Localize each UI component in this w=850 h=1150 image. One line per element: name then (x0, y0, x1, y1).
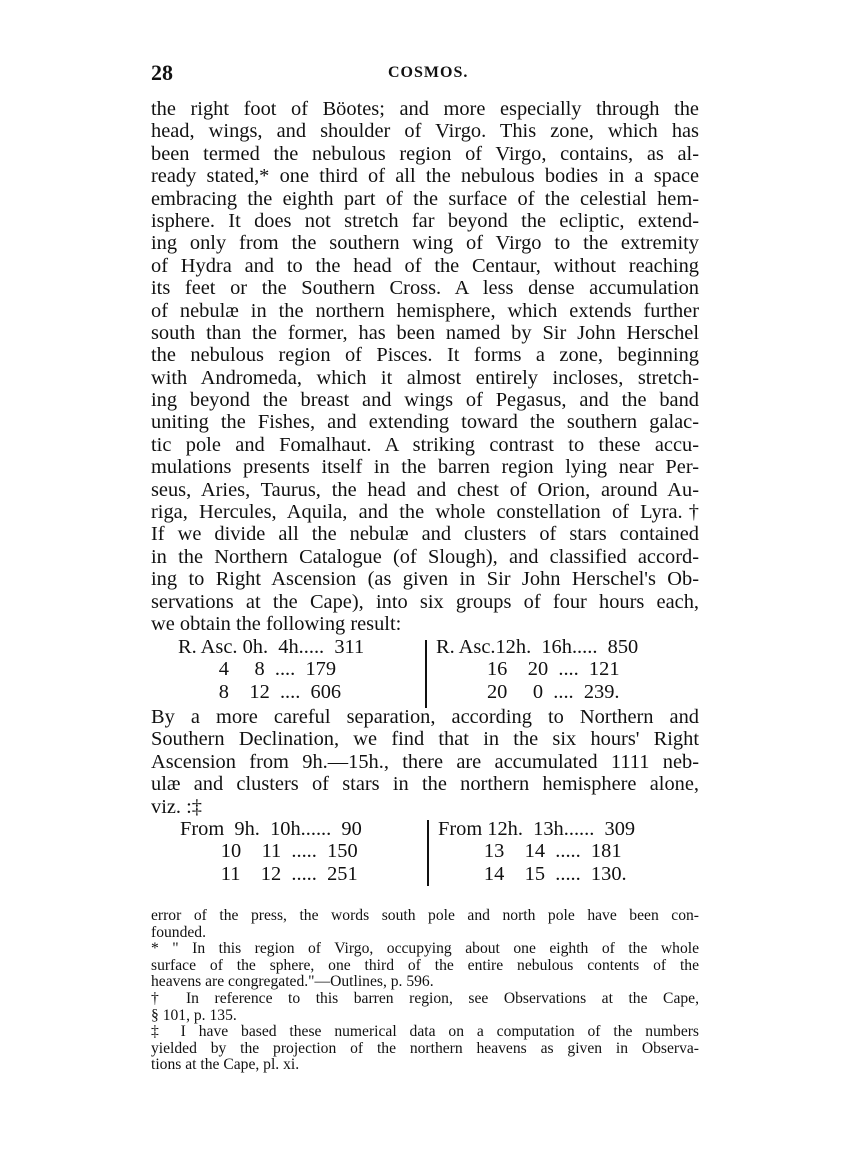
footnote-line: tions at the Cape, pl. xi. (151, 1056, 300, 1074)
text-line: we obtain the following result: (151, 612, 402, 635)
body-paragraph-2 (151, 706, 699, 818)
text-line: the nebulous region of Pisces. It forms a zone, beginning (151, 344, 699, 367)
page-number: 28 (151, 60, 173, 85)
text-line: embracing the eighth part of the surface of the celestial hem- (151, 187, 699, 210)
footnote-line: yielded by the projection of the northern heavens as given in Observa- (151, 1039, 699, 1057)
text-line: riga, Hercules, Aquila, and the whole constellation of Lyra.† (151, 501, 699, 524)
footnote-line: surface of the sphere, one third of the entire nebulous contents of the (151, 956, 699, 974)
table-divider (425, 640, 427, 708)
text-line: viz. :‡ (151, 795, 202, 818)
text-line: mulations presents itself in the barren region lying near Per- (151, 456, 699, 479)
text-line: ing only from the southern wing of Virgo to the extremity (151, 232, 699, 255)
text-line: servations at the Cape), into six groups of four hours each, (151, 590, 699, 613)
text-line: in the Northern Catalogue (of Slough), and classified accord- (151, 545, 699, 568)
table-row: 11 12 ..... 251 (180, 862, 358, 885)
text-line: of Hydra and to the head of the Centaur, without reaching (151, 254, 699, 277)
table-row: 13 14 ..... 181 (438, 840, 622, 863)
footnote-line: ‡ I have based these numerical data on a computation of the numbers (151, 1023, 699, 1041)
text-line: isphere. It does not stretch far beyond the ecliptic, extend- (151, 209, 699, 232)
footnotes (151, 908, 699, 1074)
footnote-line: error of the press, the words south pole and north pole have been con- (151, 907, 699, 924)
text-line: tic pole and Fomalhaut. A striking contrast to these accu- (151, 433, 699, 456)
table-divider (427, 820, 429, 886)
footnote-line: founded. (151, 923, 206, 941)
table-row: R. Asc. 0h. 4h..... 311 (178, 636, 365, 658)
table-row: 8 12 .... 606 (178, 680, 342, 703)
table-row: R. Asc.12h. 16h..... 850 (436, 636, 639, 658)
text-line: of nebulæ in the northern hemisphere, which extends further (151, 299, 699, 322)
footnote-line: † In reference to this barren region, see Observations at the Cape, (151, 989, 699, 1007)
table-row: 14 15 ..... 130. (438, 862, 627, 885)
table-row: 20 0 .... 239. (436, 680, 620, 703)
text-line: its feet or the Southern Cross. A less dense accumulation (151, 277, 699, 300)
text-line: uniting the Fishes, and extending toward the southern galac- (151, 411, 699, 434)
text-line: By a more careful separation, according to Northern and (151, 706, 699, 728)
footnote-line: heavens are congregated."—Outlines, p. 596. (151, 973, 434, 991)
table-row: 16 20 .... 121 (436, 658, 620, 681)
text-line: with Andromeda, which it almost entirely incloses, stretch- (151, 366, 699, 389)
text-line: head, wings, and shoulder of Virgo. This zone, which has (151, 120, 699, 143)
text-line: Ascension from 9h.—15h., there are accumulated 1111 neb- (151, 750, 699, 773)
ra-table-left (178, 636, 364, 703)
decl-table-left (180, 818, 362, 885)
text-line: ing beyond the breast and wings of Pegasus, and the band (151, 389, 699, 412)
running-title: COSMOS. (388, 64, 469, 81)
text-line: been termed the nebulous region of Virgo, contains, as al- (151, 142, 699, 165)
ra-table-right (436, 636, 638, 703)
footnote-line: § 101, p. 135. (151, 1006, 237, 1024)
text-line: south than the former, has been named by Sir John Herschel (151, 321, 699, 344)
text-line: If we divide all the nebulæ and clusters of stars contained (151, 523, 699, 546)
footnote-line: * " In this region of Virgo, occupying about one eighth of the whole (151, 940, 699, 958)
text-line: Southern Declination, we find that in the six hours' Right (151, 728, 699, 751)
decl-table-right (438, 818, 635, 885)
table-row: From 12h. 13h...... 309 (438, 818, 636, 840)
table-row: 4 8 .... 179 (178, 658, 337, 681)
text-line: ing to Right Ascension (as given in Sir John Herschel's Ob- (151, 568, 699, 591)
body-paragraph-1 (151, 98, 699, 635)
text-line: the right foot of Böotes; and more especially through the (151, 98, 699, 120)
text-line: ulæ and clusters of stars in the northern hemisphere alone, (151, 773, 699, 796)
table-row: 10 11 ..... 150 (180, 840, 358, 863)
table-row: From 9h. 10h...... 90 (180, 818, 362, 840)
text-line: seus, Aries, Taurus, the head and chest of Orion, around Au- (151, 478, 699, 501)
text-line: ready stated,* one third of all the nebulous bodies in a space (151, 165, 699, 188)
